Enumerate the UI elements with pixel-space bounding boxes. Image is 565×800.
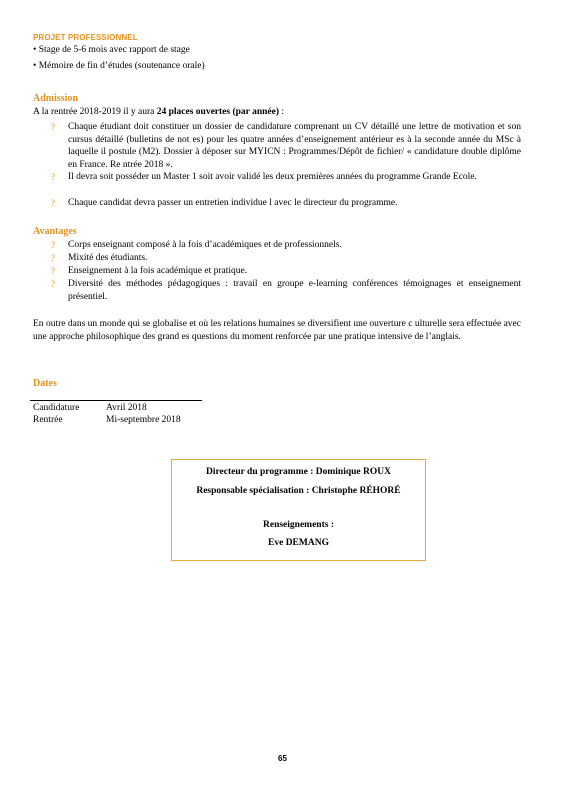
admission-bullet-marker: ? bbox=[51, 198, 55, 208]
admission-places: 24 places ouvertes (par année) bbox=[156, 107, 279, 117]
dates-row-value: Mi-septembre 2018 bbox=[106, 415, 181, 425]
avantages-bullet-marker: ? bbox=[51, 253, 55, 263]
page-number: 65 bbox=[278, 754, 287, 763]
avantages-item-mixite: Mixité des étudiants. bbox=[68, 253, 148, 263]
admission-intro-prefix: A la rentrée 2018-2019 il y aura bbox=[33, 107, 157, 117]
dates-row-value: Avril 2018 bbox=[106, 403, 147, 413]
specialisation-manager: Responsable spécialisation : Christophe RÉHORÉ bbox=[196, 486, 401, 496]
admission-bullet-marker: ? bbox=[51, 172, 55, 182]
program-director: Directeur du programme : Dominique ROUX bbox=[206, 467, 391, 477]
admission-item-master: Il devra soit posséder un Master 1 soit avoir validé les deux premières années du programme Grande Ecole. bbox=[68, 172, 477, 182]
avantages-item-diversite: Diversité des méthodes pédagogiques : travail en groupe e-learning conférences témoignages et enseignement présentiel. bbox=[68, 279, 521, 302]
admission-intro bbox=[33, 106, 284, 118]
contact-box bbox=[171, 459, 426, 561]
avantages-section-title: Avantages bbox=[33, 226, 77, 237]
info-label: Renseignements : bbox=[263, 520, 334, 530]
ouverture-paragraph: En outre dans un monde qui se globalise et où les relations humaines se diversifient une ouverture c ulturelle sera effectuée avec une approche philosophique des grand es questions du moment renforcée par une pratique intensive de l’anglais. bbox=[33, 319, 521, 342]
projet-item-stage: • Stage de 5-6 mois avec rapport de stage bbox=[33, 45, 190, 55]
admission-item-dossier: Chaque étudiant doit constituer un dossier de candidature comprenant un CV détaillé une lettre de motivation et son cursus détaillé (bulletins de not es) pour les quatre années d’enseignement antérieur es à la seconde année du MSc à laquelle il postule (M2). Dossier à déposer sur MYICN : Programmes/Dépôt de fichier/ « candidature double diplôme en France. Re ntrée 2018 ». bbox=[68, 122, 521, 170]
dates-row-label: Rentrée bbox=[33, 415, 63, 425]
admission-intro-suffix: : bbox=[279, 107, 285, 117]
avantages-bullet-marker: ? bbox=[51, 240, 55, 250]
info-contact-name: Eve DEMANG bbox=[268, 538, 329, 548]
dates-divider bbox=[30, 400, 202, 401]
admission-bullet-marker: ? bbox=[51, 122, 55, 132]
admission-section-title: Admission bbox=[33, 93, 79, 104]
avantages-item-enseignement: Enseignement à la fois académique et pratique. bbox=[68, 266, 248, 276]
projet-item-memoire: • Mémoire de fin d’études (soutenance orale) bbox=[33, 61, 205, 71]
avantages-item-corps: Corps enseignant composé à la fois d’académiques et de professionnels. bbox=[68, 240, 342, 250]
admission-item-entretien: Chaque candidat devra passer un entretien individue l avec le directeur du programme. bbox=[68, 198, 398, 208]
avantages-bullet-marker: ? bbox=[51, 266, 55, 276]
avantages-bullet-marker: ? bbox=[51, 279, 55, 289]
projet-section-title: PROJET PROFESSIONNEL bbox=[33, 33, 138, 42]
dates-row-label: Candidature bbox=[33, 403, 80, 413]
dates-section-title: Dates bbox=[33, 378, 57, 389]
